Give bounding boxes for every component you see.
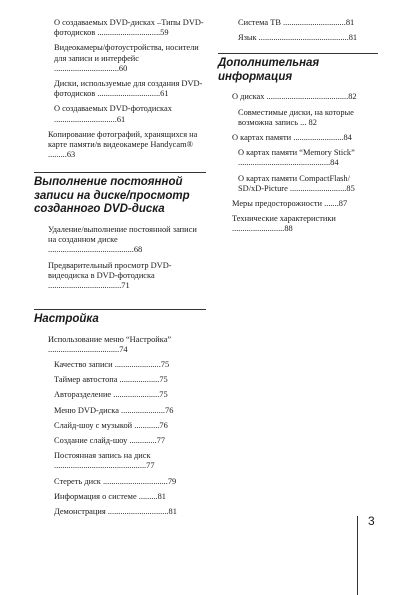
toc-entry: О картах памяти “Memory Stick” ............................................84 xyxy=(238,148,355,168)
left-top-entries xyxy=(34,0,206,160)
right-column xyxy=(218,0,378,240)
section-title: Выполнение постоянной записи на диске/просмотр созданного DVD-диска xyxy=(34,176,190,216)
toc-entry: Язык ...........................................81 xyxy=(238,33,358,43)
toc-entry: Таймер автостопа ...................75 xyxy=(54,375,168,385)
page-number: 3 xyxy=(368,514,375,528)
section-entries xyxy=(34,335,206,518)
toc-entry: О создаваемых DVD-фотодисках ..............................61 xyxy=(54,104,172,124)
toc-entry: Качество записи ......................75 xyxy=(54,360,170,370)
section-title: Дополнительная информация xyxy=(218,57,320,83)
toc-entry: Информация о системе .........81 xyxy=(54,491,166,501)
toc-entry: Диски, используемые для создания DVD-фотодисков ..............................61 xyxy=(54,79,203,99)
toc-entry: Технические характеристики .........................88 xyxy=(232,214,336,234)
section-divider xyxy=(34,172,206,173)
toc-entry: Копирование фотографий, хранящихся на карте памяти/в видеокамере Handycam® .........63 xyxy=(48,129,198,160)
toc-entry: О создаваемых DVD-дисках –Типы DVD-фотодисков ..............................59 xyxy=(54,18,204,38)
toc-entry: Стереть диск ...............................79 xyxy=(54,476,177,486)
right-top-entries xyxy=(218,0,378,43)
toc-entry: Демонстрация .............................81 xyxy=(54,507,177,517)
section-entries xyxy=(34,225,206,291)
toc-entry: Авторазделение ......................75 xyxy=(54,390,168,400)
toc-entry: Создание слайд-шоу .............77 xyxy=(54,436,166,446)
section-additional xyxy=(218,53,378,234)
toc-entry: О дисках .......................................82 xyxy=(232,92,357,102)
toc-entry: Система ТВ ..............................81 xyxy=(238,18,355,27)
section-entries xyxy=(218,92,378,234)
toc-entry: О картах памяти ........................84 xyxy=(232,133,352,143)
toc-entry: Меры предосторожности .......87 xyxy=(232,199,348,209)
toc-entry: Меню DVD-диска .....................76 xyxy=(54,405,174,415)
left-column xyxy=(34,0,206,522)
toc-entry: Постоянная запись на диск ............................................77 xyxy=(54,451,155,471)
toc-entry: Слайд-шоу с музыкой ............76 xyxy=(54,420,168,430)
toc-entry: Использование меню “Настройка” ..................................74 xyxy=(48,334,172,354)
toc-entry: Удаление/выполнение постоянной записи на созданном диске .........................................68 xyxy=(48,224,197,255)
section-title: Настройка xyxy=(34,313,99,326)
toc-entry: Видеокамеры/фотоустройства, носители для записи и интерфейс ...............................60 xyxy=(54,43,199,73)
toc-entry: О картах памяти CompactFlash/ SD/xD-Picture ...........................85 xyxy=(238,173,355,193)
toc-entry: Предварительный просмотр DVD-видеодиска в DVD-фотодиска ...................................71 xyxy=(48,260,172,290)
section-recording xyxy=(34,172,206,291)
toc-entry: Совместимые диски, на которые возможна запись ... 82 xyxy=(238,107,354,127)
page-number-divider xyxy=(357,516,358,595)
section-divider xyxy=(218,53,378,54)
section-settings xyxy=(34,309,206,517)
section-divider xyxy=(34,309,206,310)
